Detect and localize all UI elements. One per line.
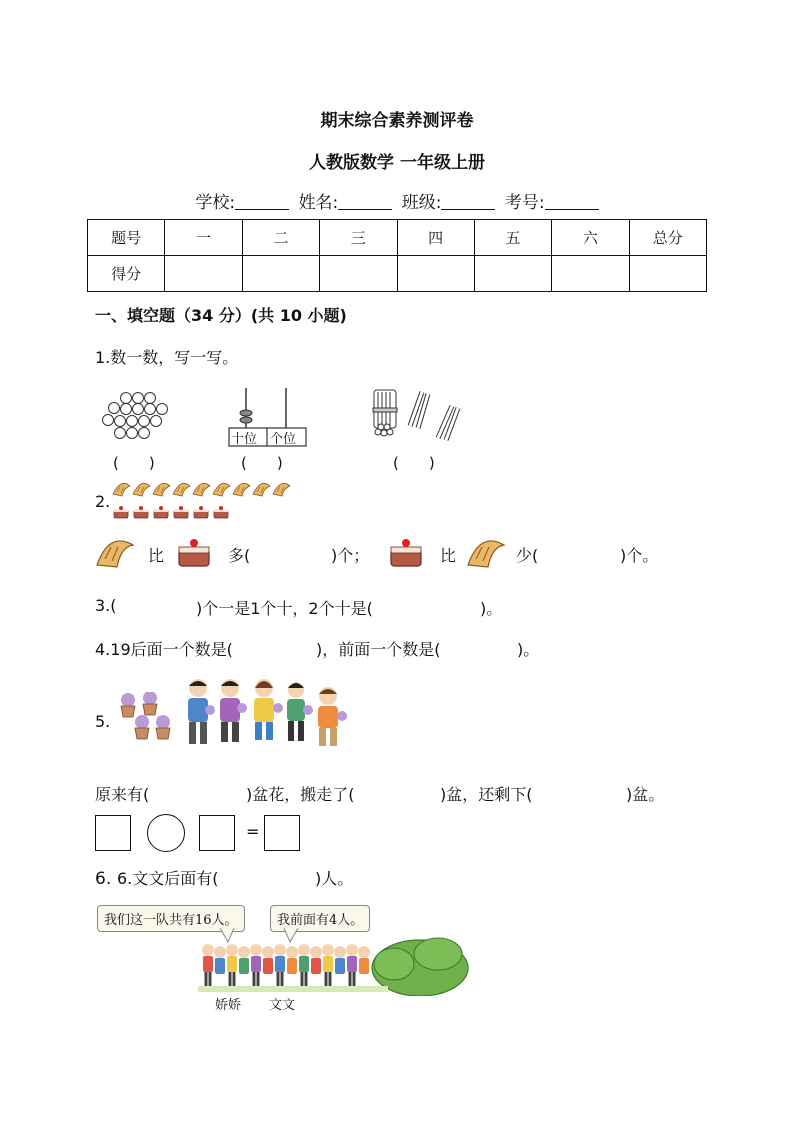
q2-text-less: 少( <box>516 546 539 565</box>
question-5-part-d: )盆。 <box>626 785 665 804</box>
question-5-number: 5. <box>95 712 111 731</box>
score-header-cell: 题号 <box>88 220 165 256</box>
exam-number-field: 考号: <box>505 188 599 213</box>
question-5-part-a: 原来有( <box>95 785 150 804</box>
q2-text-unit-1: )个； <box>331 546 370 565</box>
name-label-wenwen: 文文 <box>269 998 296 1013</box>
school-field: 学校: <box>195 188 289 213</box>
score-table-score-row <box>88 256 707 292</box>
cake-icon <box>176 535 212 569</box>
exam-number-blank[interactable] <box>545 193 599 210</box>
score-header-cell: 总分 <box>629 220 706 256</box>
question-6-part-a: 6.文文后面有( <box>117 869 219 888</box>
score-cell[interactable] <box>397 256 474 292</box>
score-row-label: 得分 <box>88 256 165 292</box>
cake-icon <box>388 535 424 569</box>
score-cell[interactable] <box>474 256 551 292</box>
class-field: 班级: <box>402 188 496 213</box>
score-cell[interactable] <box>165 256 242 292</box>
q2-text-more: 多( <box>228 546 251 565</box>
name-blank[interactable] <box>338 193 392 210</box>
equation-operator-circle[interactable] <box>147 814 185 852</box>
q2-text-unit-2: )个。 <box>620 546 659 565</box>
score-header-cell: 六 <box>552 220 629 256</box>
question-6-number: 6. <box>95 869 112 889</box>
croissant-icon <box>95 535 135 571</box>
q1-answer-blank-2[interactable]: ( ) <box>241 454 283 472</box>
score-cell[interactable] <box>552 256 629 292</box>
section-title: 一、填空题（34 分）(共 10 小题) <box>95 306 347 325</box>
circles-cluster-icon <box>100 390 172 442</box>
student-info-line <box>0 188 794 213</box>
page-subtitle: 人教版数学 一年级上册 <box>309 153 485 173</box>
question-4-part-b: )，前面一个数是( <box>316 640 441 659</box>
croissant-icon-row <box>113 483 290 496</box>
question-4-part-a: 4.19后面一个数是( <box>95 640 233 659</box>
queue-of-children-icon <box>198 928 470 996</box>
cake-icon-row <box>114 506 228 518</box>
children-carrying-flowers-icon <box>180 678 354 748</box>
score-header-cell: 五 <box>474 220 551 256</box>
question-3-part-a: 3.( <box>95 596 117 615</box>
sticks-bundle-icon <box>366 386 462 446</box>
score-header-cell: 三 <box>320 220 397 256</box>
score-header-cell: 二 <box>242 220 319 256</box>
question-1-prompt: 1.数一数，写一写。 <box>95 348 239 367</box>
score-cell[interactable] <box>629 256 706 292</box>
equation-box-1[interactable] <box>95 815 131 851</box>
q2-text-compare-1: 比 <box>148 546 165 565</box>
score-table <box>87 219 707 292</box>
score-header-cell: 一 <box>165 220 242 256</box>
question-6-part-b: )人。 <box>315 869 354 888</box>
score-cell[interactable] <box>242 256 319 292</box>
question-5-part-c: )盆，还剩下( <box>440 785 533 804</box>
score-cell[interactable] <box>320 256 397 292</box>
speech-bubble-2: 我前面有4人。 <box>270 905 370 932</box>
speech-bubble-1: 我们这一队共有16人。 <box>97 905 245 932</box>
page-title: 期末综合素养测评卷 <box>320 111 474 131</box>
equation-box-3[interactable] <box>264 815 300 851</box>
name-label-jiaojiao: 娇娇 <box>215 998 242 1013</box>
score-header-cell: 四 <box>397 220 474 256</box>
school-blank[interactable] <box>235 193 289 210</box>
score-table-header-row <box>88 220 707 256</box>
tens-place-label: 十位 <box>231 432 258 447</box>
q1-answer-blank-1[interactable]: ( ) <box>113 454 155 472</box>
name-field: 姓名: <box>299 188 393 213</box>
question-5-part-b: )盆花，搬走了( <box>246 785 355 804</box>
question-3-part-c: )。 <box>480 599 503 618</box>
equation-box-2[interactable] <box>199 815 235 851</box>
question-4-part-c: )。 <box>517 640 540 659</box>
equals-sign: = <box>246 822 260 841</box>
question-3-part-b: )个一是1个十，2个十是( <box>196 599 373 618</box>
q1-answer-blank-3[interactable]: ( ) <box>393 454 435 472</box>
ones-place-label: 个位 <box>270 432 297 447</box>
flower-pots-icon <box>116 692 176 744</box>
croissant-and-cake-rows <box>112 480 302 524</box>
croissant-icon <box>466 535 506 571</box>
class-blank[interactable] <box>441 193 495 210</box>
q2-text-compare-2: 比 <box>440 546 457 565</box>
question-2-number: 2. <box>95 492 111 511</box>
